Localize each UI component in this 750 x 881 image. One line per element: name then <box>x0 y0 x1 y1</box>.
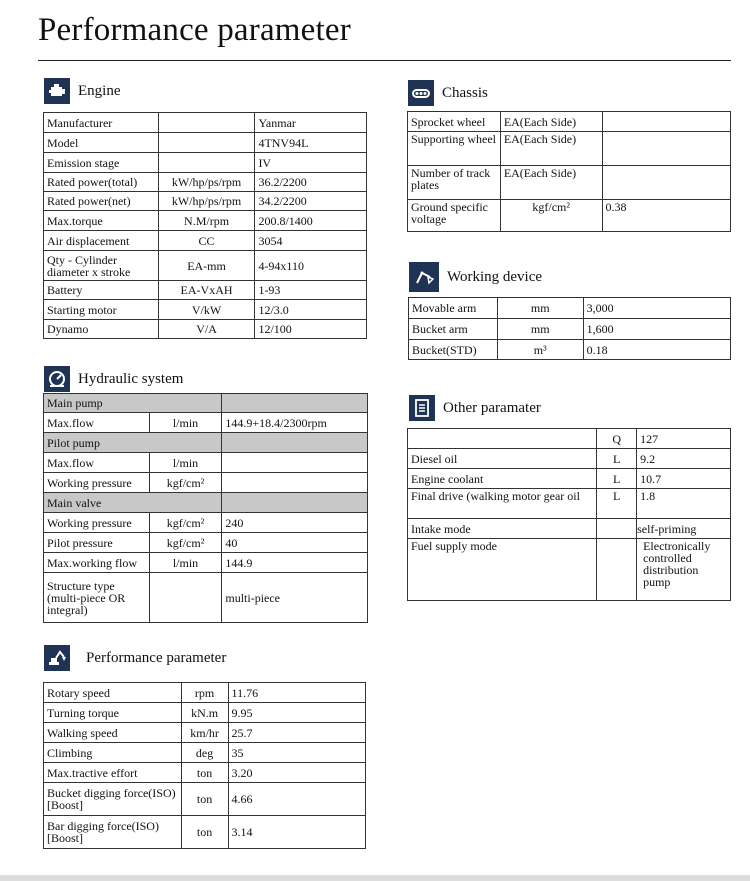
cell-unit: rpm <box>181 683 228 703</box>
cell-unit: l/min <box>149 453 222 473</box>
engine-table <box>43 112 367 339</box>
cell-value: 3.14 <box>228 816 365 849</box>
table-row <box>44 763 366 783</box>
cell-value: 3054 <box>255 231 367 251</box>
cell-unit: mm <box>497 298 583 319</box>
cell-value <box>222 453 368 473</box>
table-row <box>408 112 731 132</box>
table-row <box>44 231 367 251</box>
table-row <box>44 703 366 723</box>
cell-value: 127 <box>637 429 731 449</box>
table-row <box>408 449 731 469</box>
cell-value: Yanmar <box>255 113 367 133</box>
cell-value: 9.2 <box>637 449 731 469</box>
performance-table <box>43 682 366 849</box>
cell-label: Battery <box>44 281 159 300</box>
cell-value: 40 <box>222 533 368 553</box>
cell-label: Diesel oil <box>408 449 597 469</box>
table-row <box>44 394 368 413</box>
cell-value <box>602 132 730 166</box>
cell-label: Air displacement <box>44 231 159 251</box>
cell-label: Starting motor <box>44 300 159 320</box>
cell-value: 35 <box>228 743 365 763</box>
title-divider <box>38 60 731 61</box>
cell-label: Manufacturer <box>44 113 159 133</box>
cell-value: 1-93 <box>255 281 367 300</box>
cell-unit: kgf/cm² <box>500 200 602 232</box>
cell-value: 0.38 <box>602 200 730 232</box>
cell-unit: N.M/rpm <box>158 211 255 231</box>
hydraulic-heading: Hydraulic system <box>78 370 184 387</box>
cell-value: 144.9+18.4/2300rpm <box>222 413 368 433</box>
cell-unit: kgf/cm² <box>149 513 222 533</box>
working-device-table <box>408 297 731 360</box>
cell-unit: mm <box>497 319 583 340</box>
cell-unit: EA(Each Side) <box>500 132 602 166</box>
cell-unit: kN.m <box>181 703 228 723</box>
cell-label: Dynamo <box>44 320 159 339</box>
table-row <box>409 340 731 360</box>
table-row <box>44 816 366 849</box>
table-row <box>44 211 367 231</box>
cell-unit: l/min <box>149 553 222 573</box>
cell-unit <box>149 573 222 623</box>
cell-label: Bucket(STD) <box>409 340 498 360</box>
track-icon <box>408 80 434 106</box>
cell-value: 4-94x110 <box>255 251 367 281</box>
chassis-heading: Chassis <box>442 84 488 101</box>
performance-section-header <box>44 645 226 671</box>
cell-label: Bucket digging force(ISO)[Boost] <box>44 783 182 816</box>
gauge-icon <box>44 366 70 392</box>
page-bottom-edge <box>0 875 750 881</box>
cell-value: 12/100 <box>255 320 367 339</box>
cell-unit: Q <box>597 429 637 449</box>
cell-value: 200.8/1400 <box>255 211 367 231</box>
cell-empty <box>222 493 368 513</box>
other-heading: Other paramater <box>443 399 541 416</box>
cell-label: Structure type (multi-piece OR integral) <box>44 573 150 623</box>
arm-icon <box>409 262 439 292</box>
cell-unit: EA(Each Side) <box>500 112 602 132</box>
cell-label: Rotary speed <box>44 683 182 703</box>
table-row <box>44 281 367 300</box>
table-row <box>408 469 731 489</box>
cell-value: 4.66 <box>228 783 365 816</box>
cell-label: Supporting wheel <box>408 132 501 166</box>
cell-unit: ton <box>181 816 228 849</box>
cell-value: 12/3.0 <box>255 300 367 320</box>
cell-value: 1.8 <box>637 489 731 519</box>
cell-value: 34.2/2200 <box>255 192 367 211</box>
subheader-main-pump: Main pump <box>44 394 222 413</box>
cell-unit: m³ <box>497 340 583 360</box>
table-row <box>44 553 368 573</box>
cell-label: Working pressure <box>44 513 150 533</box>
cell-label: Model <box>44 133 159 153</box>
table-row <box>408 519 731 539</box>
table-row <box>44 251 367 281</box>
table-row <box>44 300 367 320</box>
cell-value: IV <box>255 153 367 173</box>
cell-value: multi-piece <box>222 573 368 623</box>
table-row <box>44 743 366 763</box>
cell-value: 36.2/2200 <box>255 173 367 192</box>
cell-empty <box>222 394 368 413</box>
table-row <box>44 173 367 192</box>
table-row <box>44 533 368 553</box>
table-row <box>408 489 731 519</box>
cell-label: Intake mode <box>408 519 597 539</box>
other-table <box>407 428 731 601</box>
working-section-header <box>409 262 542 292</box>
cell-unit: kgf/cm² <box>149 473 222 493</box>
cell-value: 144.9 <box>222 553 368 573</box>
cell-label: Movable arm <box>409 298 498 319</box>
table-row <box>44 473 368 493</box>
cell-label <box>408 429 597 449</box>
cell-unit: l/min <box>149 413 222 433</box>
cell-unit: V/A <box>158 320 255 339</box>
cell-unit <box>597 539 637 601</box>
cell-label: Pilot pressure <box>44 533 150 553</box>
chassis-section-header <box>408 80 488 106</box>
table-row <box>44 153 367 173</box>
subheader-main-valve: Main valve <box>44 493 222 513</box>
cell-value: 10.7 <box>637 469 731 489</box>
cell-unit: kW/hp/ps/rpm <box>158 173 255 192</box>
document-icon <box>409 395 435 421</box>
cell-label: Engine coolant <box>408 469 597 489</box>
cell-unit: CC <box>158 231 255 251</box>
working-heading: Working device <box>447 268 543 285</box>
cell-value <box>602 166 730 200</box>
cell-label: Fuel supply mode <box>408 539 597 601</box>
chassis-table <box>407 111 731 232</box>
cell-label: Max.flow <box>44 453 150 473</box>
table-row <box>409 319 731 340</box>
cell-value: 0.18 <box>583 340 730 360</box>
cell-unit: ton <box>181 763 228 783</box>
other-section-header <box>409 395 541 421</box>
cell-unit: EA-VxAH <box>158 281 255 300</box>
cell-unit <box>597 519 637 539</box>
table-row <box>408 166 731 200</box>
cell-unit: kW/hp/ps/rpm <box>158 192 255 211</box>
cell-unit: L <box>597 469 637 489</box>
table-row <box>44 683 366 703</box>
cell-unit: km/hr <box>181 723 228 743</box>
cell-label: Max.torque <box>44 211 159 231</box>
hydraulic-table <box>43 393 368 623</box>
cell-label: Ground specific voltage <box>408 200 501 232</box>
cell-label: Turning torque <box>44 703 182 723</box>
cell-unit <box>158 153 255 173</box>
cell-value: 25.7 <box>228 723 365 743</box>
engine-heading: Engine <box>78 82 121 99</box>
cell-label: Climbing <box>44 743 182 763</box>
cell-label: Sprocket wheel <box>408 112 501 132</box>
cell-value: 3.20 <box>228 763 365 783</box>
cell-label: Max.tractive effort <box>44 763 182 783</box>
table-row <box>44 320 367 339</box>
table-row <box>44 723 366 743</box>
cell-value: 240 <box>222 513 368 533</box>
table-row <box>44 513 368 533</box>
cell-unit: L <box>597 489 637 519</box>
cell-empty <box>222 433 368 453</box>
subheader-pilot-pump: Pilot pump <box>44 433 222 453</box>
cell-unit: EA-mm <box>158 251 255 281</box>
cell-unit <box>158 133 255 153</box>
table-row <box>408 539 731 601</box>
table-row <box>44 192 367 211</box>
cell-label: Number of track plates <box>408 166 501 200</box>
cell-value: 3,000 <box>583 298 730 319</box>
cell-value: self-priming <box>637 519 731 539</box>
cell-unit: L <box>597 449 637 469</box>
table-row <box>44 573 368 623</box>
table-row <box>44 493 368 513</box>
table-row <box>408 132 731 166</box>
engine-section-header <box>44 78 121 104</box>
cell-label: Bar digging force(ISO)[Boost] <box>44 816 182 849</box>
cell-value <box>222 473 368 493</box>
cell-value: Electronically controlled distribution pump <box>637 539 731 601</box>
table-row <box>44 783 366 816</box>
hydraulic-section-header <box>44 366 183 392</box>
cell-unit: kgf/cm² <box>149 533 222 553</box>
cell-label: Emission stage <box>44 153 159 173</box>
cell-value <box>602 112 730 132</box>
cell-value: 11.76 <box>228 683 365 703</box>
table-row <box>408 200 731 232</box>
cell-label: Qty - Cylinder diameter x stroke <box>44 251 159 281</box>
cell-unit: EA(Each Side) <box>500 166 602 200</box>
cell-label: Working pressure <box>44 473 150 493</box>
cell-unit <box>158 113 255 133</box>
cell-label: Max.working flow <box>44 553 150 573</box>
page-title: Performance parameter <box>38 12 351 48</box>
cell-label: Walking speed <box>44 723 182 743</box>
cell-value: 1,600 <box>583 319 730 340</box>
table-row <box>44 453 368 473</box>
table-row <box>408 429 731 449</box>
cell-unit: deg <box>181 743 228 763</box>
table-row <box>44 113 367 133</box>
cell-value: 4TNV94L <box>255 133 367 153</box>
table-row <box>44 433 368 453</box>
cell-label: Rated power(net) <box>44 192 159 211</box>
cell-label: Bucket arm <box>409 319 498 340</box>
table-row <box>44 413 368 433</box>
excavator-icon <box>44 645 70 671</box>
performance-heading: Performance parameter <box>86 649 227 666</box>
cell-label: Final drive (walking motor gear oil <box>408 489 597 519</box>
table-row <box>409 298 731 319</box>
cell-value: 9.95 <box>228 703 365 723</box>
cell-label: Rated power(total) <box>44 173 159 192</box>
table-row <box>44 133 367 153</box>
cell-label: Max.flow <box>44 413 150 433</box>
engine-icon <box>44 78 70 104</box>
cell-unit: ton <box>181 783 228 816</box>
cell-unit: V/kW <box>158 300 255 320</box>
